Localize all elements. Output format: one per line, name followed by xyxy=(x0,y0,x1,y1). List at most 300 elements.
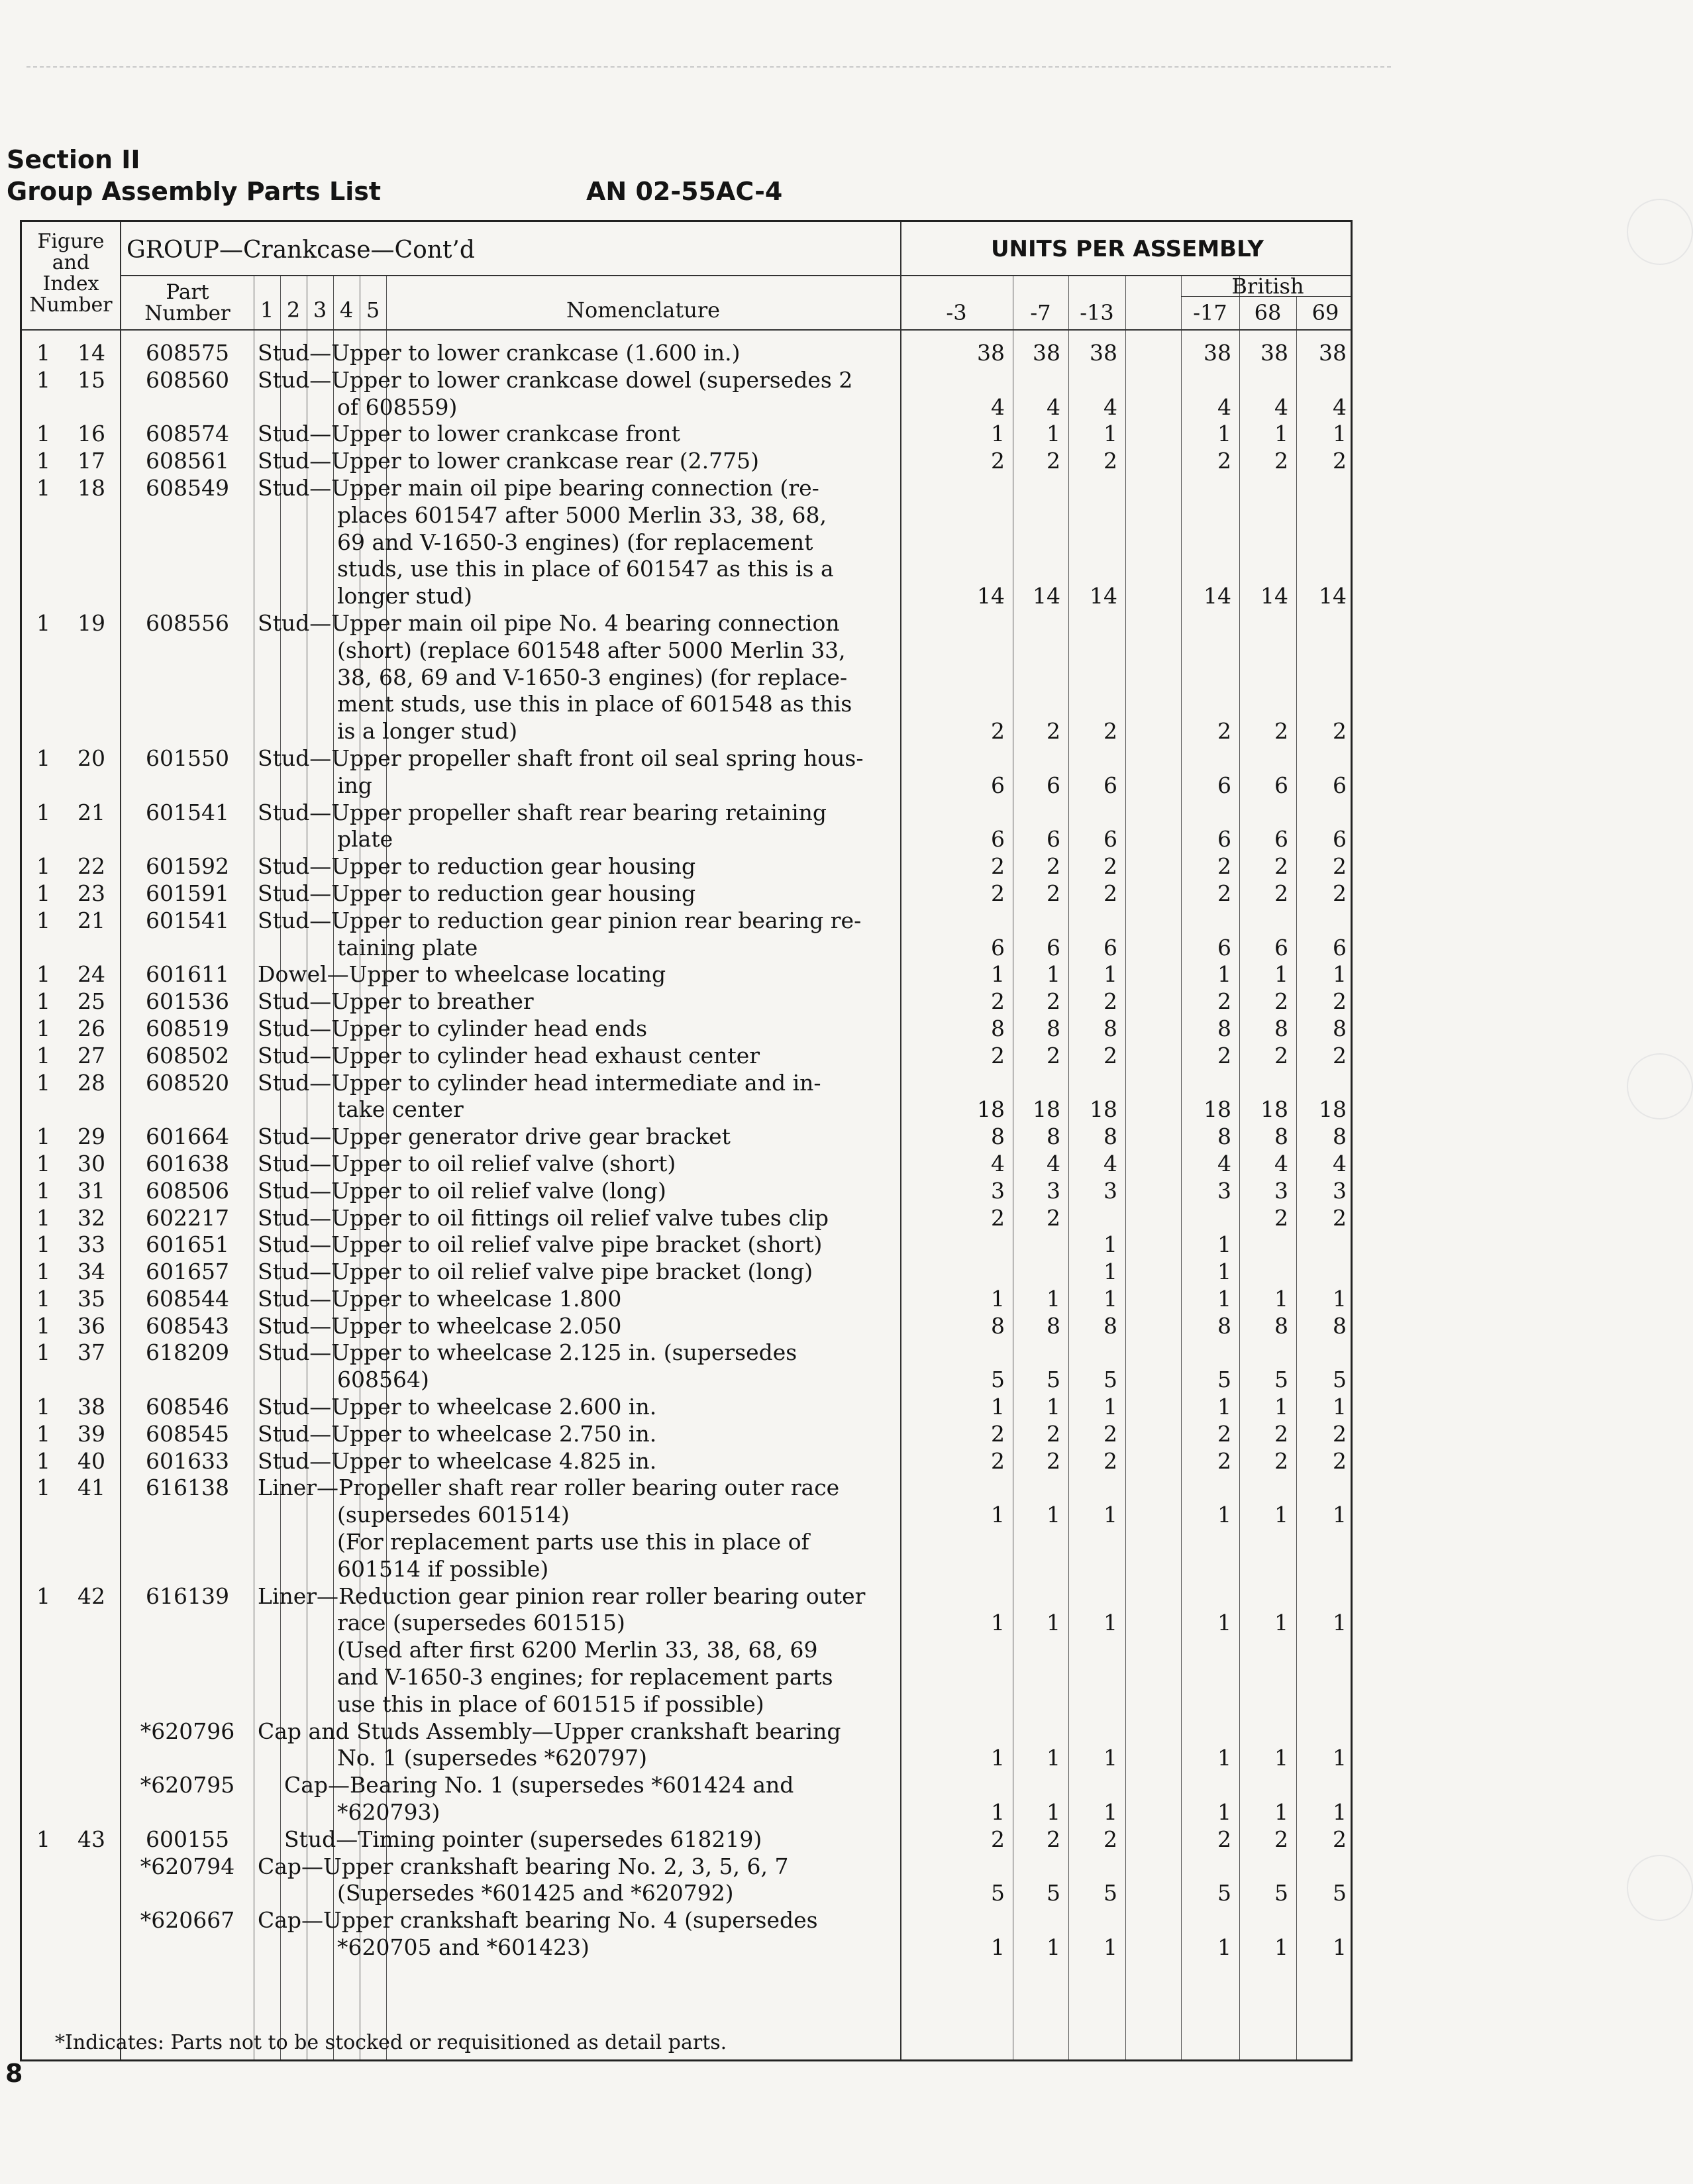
figure-number: 1 xyxy=(36,1069,50,1096)
units-value: 4 xyxy=(1103,393,1117,420)
nomenclature: Cap—Upper crankshaft bearing No. 2, 3, 5, 6, 7 xyxy=(258,1853,789,1879)
figure-number: 1 xyxy=(36,474,50,501)
section-label: Section II xyxy=(7,145,140,174)
unit-col-header: 69 xyxy=(1311,300,1339,325)
nomenclature: 38, 68, 69 and V-1650-3 engines) (for replace- xyxy=(337,664,848,690)
figure-number: 1 xyxy=(36,745,50,771)
nomenclature: Stud—Upper to reduction gear housing xyxy=(258,880,696,906)
table-row xyxy=(22,1772,1351,1799)
nomenclature: Stud—Upper to wheelcase 2.050 xyxy=(258,1312,622,1339)
units-value: 1 xyxy=(1217,1285,1231,1312)
nomenclature: Stud—Upper to oil fittings oil relief valve tubes clip xyxy=(258,1204,829,1231)
units-value: 1 xyxy=(1333,1394,1347,1420)
units-value: 1 xyxy=(991,1745,1005,1771)
part-number: 608575 xyxy=(146,340,229,366)
units-value: 2 xyxy=(1047,1420,1060,1447)
units-value: 1 xyxy=(991,1502,1005,1528)
table-row xyxy=(22,556,1351,583)
index-number: 39 xyxy=(77,1420,105,1447)
units-value: 4 xyxy=(1217,393,1231,420)
units-value: 2 xyxy=(1333,1042,1347,1068)
index-number: 18 xyxy=(77,474,105,501)
unit-col-header: -7 xyxy=(1030,300,1051,325)
units-value: 18 xyxy=(977,1096,1005,1123)
units-value: 1 xyxy=(1333,961,1347,988)
part-number: 601638 xyxy=(146,1150,229,1176)
units-value: 4 xyxy=(1103,1150,1117,1176)
units-value: 8 xyxy=(1333,1123,1347,1150)
units-value: 1 xyxy=(1333,1502,1347,1528)
index-number: 24 xyxy=(77,961,105,988)
units-value: 1 xyxy=(1333,1799,1347,1826)
units-value: 38 xyxy=(1260,340,1288,366)
units-value: 2 xyxy=(1333,880,1347,906)
nomenclature: Stud—Upper to cylinder head ends xyxy=(258,1015,648,1041)
units-value: 4 xyxy=(1047,1150,1060,1176)
units-value: 1 xyxy=(1103,1610,1117,1636)
nomenclature: Liner—Reduction gear pinion rear roller bearing outer xyxy=(258,1583,866,1609)
units-value: 6 xyxy=(1217,826,1231,853)
units-value: 18 xyxy=(1260,1096,1288,1123)
nomenclature: taining plate xyxy=(337,934,478,961)
unit-col-header: -17 xyxy=(1193,300,1227,325)
units-value: 2 xyxy=(1047,718,1060,745)
group-title: GROUP—Crankcase—Cont’d xyxy=(127,236,475,264)
units-value: 14 xyxy=(1319,583,1347,609)
units-value: 2 xyxy=(1274,1420,1288,1447)
index-number: 21 xyxy=(77,799,105,825)
nomenclature: Stud—Upper main oil pipe bearing connection (re- xyxy=(258,474,819,501)
part-number: *620796 xyxy=(140,1718,235,1744)
nomenclature: Stud—Upper to breather xyxy=(258,988,534,1015)
index-number: 21 xyxy=(77,907,105,933)
indent-col-header: 3 xyxy=(313,297,327,323)
units-value: 2 xyxy=(1047,853,1060,880)
nomenclature: Stud—Upper to lower crankcase front xyxy=(258,421,680,447)
units-value: 1 xyxy=(1217,1259,1231,1285)
figure-number: 1 xyxy=(36,1177,50,1204)
units-value: 2 xyxy=(1103,988,1117,1015)
units-value: 1 xyxy=(1274,1799,1288,1826)
units-value: 2 xyxy=(1274,1042,1288,1068)
units-value: 1 xyxy=(1217,1502,1231,1528)
table-row xyxy=(22,1096,1351,1123)
table-row xyxy=(22,1151,1351,1178)
units-value: 38 xyxy=(977,340,1005,366)
nomenclature: Cap and Studs Assembly—Upper crankshaft bearing xyxy=(258,1718,841,1744)
part-number: 618209 xyxy=(146,1339,229,1366)
table-row xyxy=(22,1178,1351,1205)
table-row xyxy=(22,664,1351,692)
units-value: 2 xyxy=(991,448,1005,474)
part-number: 601592 xyxy=(146,853,229,880)
units-value: 5 xyxy=(1047,1367,1060,1393)
nomenclature: 608564) xyxy=(337,1367,429,1393)
table-row xyxy=(22,1205,1351,1232)
units-value: 5 xyxy=(1103,1367,1117,1393)
table-row xyxy=(22,800,1351,827)
units-value: 2 xyxy=(1333,1447,1347,1474)
units-value: 1 xyxy=(1103,1394,1117,1420)
units-value: 2 xyxy=(1217,448,1231,474)
units-value: 2 xyxy=(1103,1042,1117,1068)
part-number: 601591 xyxy=(146,880,229,906)
units-value: 8 xyxy=(1103,1015,1117,1041)
index-number: 22 xyxy=(77,853,105,880)
units-value: 2 xyxy=(1217,718,1231,745)
units-value: 1 xyxy=(1103,1259,1117,1285)
table-row xyxy=(22,826,1351,853)
units-value: 1 xyxy=(1103,1934,1117,1961)
units-value: 5 xyxy=(1333,1880,1347,1906)
part-number: 601657 xyxy=(146,1259,229,1285)
nomenclature: Stud—Upper generator drive gear bracket xyxy=(258,1123,731,1150)
units-value: 6 xyxy=(1217,934,1231,961)
units-value: 3 xyxy=(1217,1177,1231,1204)
nomenclature: Stud—Timing pointer (supersedes 618219) xyxy=(284,1826,762,1852)
nomenclature: Stud—Upper to reduction gear housing xyxy=(258,853,696,880)
figure-number: 1 xyxy=(36,1312,50,1339)
units-value: 8 xyxy=(1274,1312,1288,1339)
part-number: 601541 xyxy=(146,799,229,825)
nomenclature: is a longer stud) xyxy=(337,718,518,745)
header-rule xyxy=(120,275,1351,276)
nomenclature: ment studs, use this in place of 601548 as this xyxy=(337,691,852,717)
binder-hole xyxy=(1627,1855,1693,1921)
nomenclature: (supersedes 601514) xyxy=(337,1502,570,1528)
units-value: 4 xyxy=(1274,393,1288,420)
units-value: 1 xyxy=(1274,1610,1288,1636)
units-value: 18 xyxy=(1319,1096,1347,1123)
units-value: 2 xyxy=(1047,448,1060,474)
units-value: 8 xyxy=(1274,1123,1288,1150)
units-value: 2 xyxy=(1047,1447,1060,1474)
table-row xyxy=(22,1583,1351,1610)
table-row xyxy=(22,1339,1351,1367)
units-value: 6 xyxy=(1047,934,1060,961)
unit-col-header: -13 xyxy=(1080,300,1114,325)
table-row xyxy=(22,637,1351,664)
parts-rows xyxy=(22,340,1351,1961)
units-value: 1 xyxy=(1047,1745,1060,1771)
units-value: 1 xyxy=(1217,1394,1231,1420)
index-number: 26 xyxy=(77,1015,105,1041)
part-number: 601664 xyxy=(146,1123,229,1150)
nomenclature: plate xyxy=(337,826,393,853)
units-value: 3 xyxy=(1103,1177,1117,1204)
units-value: 2 xyxy=(1274,1826,1288,1852)
units-value: 4 xyxy=(1274,1150,1288,1176)
table-row xyxy=(22,1448,1351,1475)
units-value: 1 xyxy=(1217,421,1231,447)
units-value: 1 xyxy=(1047,1285,1060,1312)
figure-number: 1 xyxy=(36,1015,50,1041)
index-number: 35 xyxy=(77,1285,105,1312)
figure-number: 1 xyxy=(36,988,50,1015)
unit-col-header: -3 xyxy=(946,300,967,325)
figure-number: 1 xyxy=(36,1420,50,1447)
part-number: 608546 xyxy=(146,1394,229,1420)
index-number: 32 xyxy=(77,1204,105,1231)
units-value: 4 xyxy=(1217,1150,1231,1176)
table-row xyxy=(22,988,1351,1015)
units-value: 1 xyxy=(1333,421,1347,447)
table-row xyxy=(22,1610,1351,1637)
nomenclature: 69 and V-1650-3 engines) (for replacement xyxy=(337,529,813,555)
units-value: 2 xyxy=(1047,1826,1060,1852)
units-value: 1 xyxy=(1103,961,1117,988)
units-value: 1 xyxy=(1103,421,1117,447)
nomenclature: 601514 if possible) xyxy=(337,1555,549,1582)
figure-number: 1 xyxy=(36,799,50,825)
figure-number: 1 xyxy=(36,421,50,447)
figure-number: 1 xyxy=(36,1583,50,1609)
index-number: 43 xyxy=(77,1826,105,1852)
table-row xyxy=(22,745,1351,772)
units-value: 2 xyxy=(1274,853,1288,880)
units-value: 2 xyxy=(1333,1826,1347,1852)
units-value: 6 xyxy=(1217,772,1231,798)
table-row xyxy=(22,1880,1351,1907)
units-value: 4 xyxy=(991,1150,1005,1176)
units-value: 2 xyxy=(1217,853,1231,880)
part-number: *620794 xyxy=(140,1853,235,1879)
nomenclature: use this in place of 601515 if possible) xyxy=(337,1690,764,1717)
units-value: 14 xyxy=(1260,583,1288,609)
units-value: 1 xyxy=(1217,1799,1231,1826)
units-value: 14 xyxy=(1090,583,1117,609)
top-rule xyxy=(26,66,1391,68)
index-number: 16 xyxy=(77,421,105,447)
units-value: 8 xyxy=(1217,1015,1231,1041)
table-row xyxy=(22,691,1351,718)
units-value: 5 xyxy=(1274,1367,1288,1393)
units-value: 6 xyxy=(1274,934,1288,961)
part-number: 600155 xyxy=(146,1826,229,1852)
units-value: 14 xyxy=(1033,583,1060,609)
units-value: 5 xyxy=(1217,1367,1231,1393)
units-value: 5 xyxy=(991,1880,1005,1906)
part-number: 608560 xyxy=(146,366,229,393)
units-value: 2 xyxy=(1047,1042,1060,1068)
units-value: 1 xyxy=(1333,1934,1347,1961)
units-value: 2 xyxy=(1217,880,1231,906)
index-number: 29 xyxy=(77,1123,105,1150)
nomenclature: (For replacement parts use this in place of xyxy=(337,1529,809,1555)
part-number: 608544 xyxy=(146,1285,229,1312)
nomenclature: No. 1 (supersedes *620797) xyxy=(337,1745,648,1771)
units-value: 6 xyxy=(1047,772,1060,798)
figure-number: 1 xyxy=(36,366,50,393)
part-number: 608506 xyxy=(146,1177,229,1204)
index-number: 38 xyxy=(77,1394,105,1420)
part-number: 608561 xyxy=(146,448,229,474)
units-value: 5 xyxy=(1217,1880,1231,1906)
units-value: 2 xyxy=(1274,448,1288,474)
units-value: 8 xyxy=(1103,1123,1117,1150)
units-value: 1 xyxy=(991,1285,1005,1312)
nomenclature: *620793) xyxy=(337,1799,440,1826)
table-row xyxy=(22,853,1351,880)
units-value: 38 xyxy=(1033,340,1060,366)
index-number: 36 xyxy=(77,1312,105,1339)
nomenclature: places 601547 after 5000 Merlin 33, 38, 68, xyxy=(337,501,827,528)
units-value: 2 xyxy=(991,718,1005,745)
units-value: 2 xyxy=(1333,988,1347,1015)
nomenclature: Stud—Upper to lower crankcase (1.600 in.) xyxy=(258,340,741,366)
units-value: 1 xyxy=(1274,421,1288,447)
part-number: 601651 xyxy=(146,1231,229,1258)
nomenclature-header: Nomenclature xyxy=(566,297,721,323)
units-value: 2 xyxy=(1333,853,1347,880)
units-value: 2 xyxy=(1333,448,1347,474)
units-value: 5 xyxy=(1274,1880,1288,1906)
units-value: 1 xyxy=(1217,1745,1231,1771)
page-number: 8 xyxy=(5,2059,23,2088)
units-value: 1 xyxy=(1274,1934,1288,1961)
units-value: 6 xyxy=(1333,934,1347,961)
figure-number: 1 xyxy=(36,1123,50,1150)
units-value: 5 xyxy=(1103,1880,1117,1906)
units-value: 6 xyxy=(1047,826,1060,853)
nomenclature: Stud—Upper to oil relief valve pipe bracket (long) xyxy=(258,1259,813,1285)
part-number: 602217 xyxy=(146,1204,229,1231)
figure-number: 1 xyxy=(36,1285,50,1312)
figure-number: 1 xyxy=(36,1259,50,1285)
part-number: 601536 xyxy=(146,988,229,1015)
figure-number: 1 xyxy=(36,340,50,366)
units-value: 1 xyxy=(991,1934,1005,1961)
units-value: 2 xyxy=(1103,1447,1117,1474)
nomenclature: Stud—Upper to wheelcase 2.125 in. (supersedes xyxy=(258,1339,797,1366)
table-row xyxy=(22,1691,1351,1718)
figure-number: 1 xyxy=(36,961,50,988)
units-value: 2 xyxy=(991,1826,1005,1852)
units-value: 2 xyxy=(1274,988,1288,1015)
nomenclature: Stud—Upper to wheelcase 4.825 in. xyxy=(258,1447,657,1474)
units-value: 2 xyxy=(1217,1042,1231,1068)
index-number: 17 xyxy=(77,448,105,474)
units-value: 1 xyxy=(1103,1285,1117,1312)
units-value: 1 xyxy=(1103,1231,1117,1258)
table-row xyxy=(22,908,1351,935)
nomenclature: Stud—Upper to wheelcase 2.600 in. xyxy=(258,1394,657,1420)
units-value: 1 xyxy=(991,961,1005,988)
units-value: 8 xyxy=(1333,1015,1347,1041)
footnote: *Indicates: Parts not to be stocked or requisitioned as detail parts. xyxy=(55,2031,727,2054)
units-value: 1 xyxy=(1274,961,1288,988)
index-number: 40 xyxy=(77,1447,105,1474)
index-number: 28 xyxy=(77,1069,105,1096)
indent-col-header: 5 xyxy=(366,297,380,323)
index-number: 42 xyxy=(77,1583,105,1609)
table-row xyxy=(22,1123,1351,1151)
units-value: 2 xyxy=(991,1042,1005,1068)
index-number: 34 xyxy=(77,1259,105,1285)
units-value: 1 xyxy=(1047,1610,1060,1636)
part-number-header: Part Number xyxy=(144,280,231,325)
table-row xyxy=(22,1745,1351,1772)
table-row xyxy=(22,1043,1351,1070)
table-row xyxy=(22,1934,1351,1961)
figure-number: 1 xyxy=(36,853,50,880)
units-value: 2 xyxy=(1047,1204,1060,1231)
units-value: 14 xyxy=(1204,583,1231,609)
units-value: 8 xyxy=(1047,1312,1060,1339)
table-row xyxy=(22,583,1351,610)
units-value: 2 xyxy=(1047,988,1060,1015)
figure-number: 1 xyxy=(36,1826,50,1852)
table-row xyxy=(22,340,1351,367)
table-row xyxy=(22,772,1351,800)
table-row xyxy=(22,421,1351,448)
part-number: 601611 xyxy=(146,961,229,988)
units-value: 1 xyxy=(1103,1502,1117,1528)
table-row xyxy=(22,610,1351,637)
nomenclature: Stud—Upper to cylinder head exhaust center xyxy=(258,1042,760,1068)
figure-number: 1 xyxy=(36,1231,50,1258)
units-value: 5 xyxy=(991,1367,1005,1393)
nomenclature: ing xyxy=(337,772,372,798)
units-value: 2 xyxy=(991,853,1005,880)
table-row xyxy=(22,529,1351,556)
units-value: 1 xyxy=(1333,1610,1347,1636)
units-value: 1 xyxy=(1274,1745,1288,1771)
units-value: 1 xyxy=(1047,421,1060,447)
index-number: 41 xyxy=(77,1475,105,1501)
units-value: 38 xyxy=(1319,340,1347,366)
table-row xyxy=(22,1664,1351,1691)
units-value: 2 xyxy=(1103,853,1117,880)
units-value: 18 xyxy=(1033,1096,1060,1123)
units-value: 2 xyxy=(991,1420,1005,1447)
units-value: 1 xyxy=(1047,1502,1060,1528)
units-value: 1 xyxy=(1333,1745,1347,1771)
units-value: 18 xyxy=(1204,1096,1231,1123)
units-value: 2 xyxy=(1217,1447,1231,1474)
units-value: 2 xyxy=(991,988,1005,1015)
units-value: 8 xyxy=(1047,1015,1060,1041)
units-value: 1 xyxy=(1217,1610,1231,1636)
units-value: 18 xyxy=(1090,1096,1117,1123)
british-header: British xyxy=(1231,274,1304,299)
units-value: 2 xyxy=(1274,1204,1288,1231)
table-row xyxy=(22,1502,1351,1529)
units-value: 1 xyxy=(1274,1502,1288,1528)
units-value: 1 xyxy=(1047,961,1060,988)
units-value: 4 xyxy=(1333,393,1347,420)
units-value: 2 xyxy=(1103,718,1117,745)
nomenclature: Dowel—Upper to wheelcase locating xyxy=(258,961,666,988)
units-value: 1 xyxy=(1274,1394,1288,1420)
units-value: 1 xyxy=(1217,1934,1231,1961)
nomenclature: Stud—Upper to wheelcase 2.750 in. xyxy=(258,1420,657,1447)
part-number: 608545 xyxy=(146,1420,229,1447)
units-value: 2 xyxy=(1103,1826,1117,1852)
nomenclature: Stud—Upper main oil pipe No. 4 bearing connection xyxy=(258,609,840,636)
part-number: 608549 xyxy=(146,474,229,501)
units-value: 6 xyxy=(1103,772,1117,798)
nomenclature: race (supersedes 601515) xyxy=(337,1610,625,1636)
index-number: 14 xyxy=(77,340,105,366)
units-value: 2 xyxy=(1103,880,1117,906)
units-value: 1 xyxy=(1047,1799,1060,1826)
table-row xyxy=(22,1070,1351,1097)
units-value: 38 xyxy=(1090,340,1117,366)
index-number: 20 xyxy=(77,745,105,771)
units-value: 8 xyxy=(1103,1312,1117,1339)
nomenclature: Stud—Upper to oil relief valve pipe bracket (short) xyxy=(258,1231,823,1258)
